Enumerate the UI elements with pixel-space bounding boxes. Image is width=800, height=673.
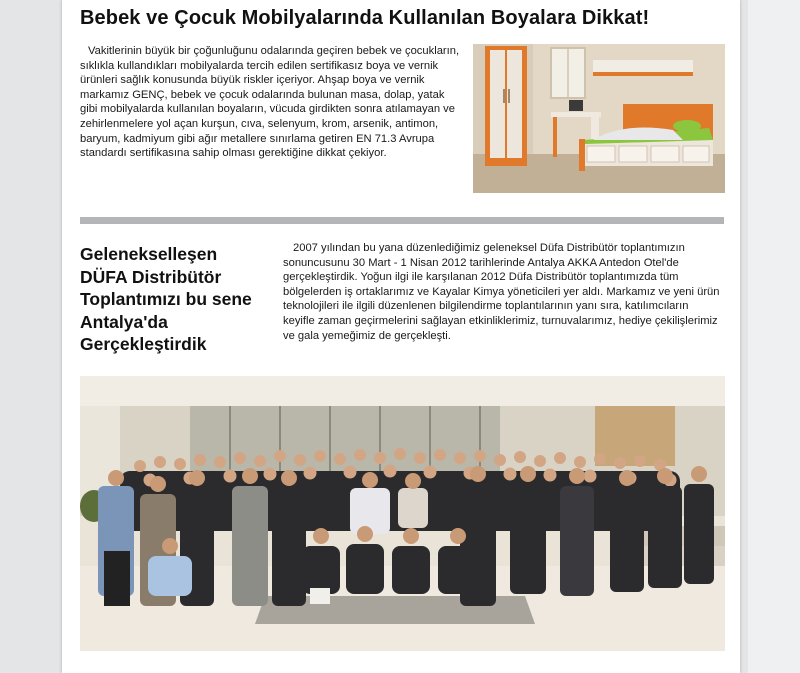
page-gutter-left <box>0 0 62 673</box>
page-gutter-right <box>748 0 800 673</box>
section-divider <box>80 217 724 224</box>
article-title-distributor-meeting: Gelenekselleşen DÜFA Distribütör Toplantımızı bu sene Antalya'da Gerçekleştirdik <box>80 244 252 354</box>
article-body-paints: Vakitlerinin büyük bir çoğunluğunu odalarında geçiren bebek ve çocukların, sıklıkla kullandıkları mobilyalarda tercih edilen sertifikasız boya ve vernik ürünleri sağlık konusunda büyük riskler içeriyor. Ahşap boya ve vernik markamız GENÇ, bebek ve çocuk odalarında bulunan masa, dolap, yatak gibi mobilyalarda kullanılan boyaların, vücuda girdikten sonra atılamayan ve zehirlenmelere yol açan kurşun, cıva, selenyum, krom, arsenik, antimon, baryum, kadmiyum gibi ağır metallere sınırlama getiren EN 71.3 Avrupa standardı sertifikasına sahip olması gerektiğine dikkat çekiyor. <box>80 45 460 160</box>
kids-room-photo <box>473 44 725 193</box>
article-body-distributor-meeting: 2007 yılından bu yana düzenlediğimiz geleneksel Düfa Distribütör toplantımızın sonuncusunu 30 Mart - 1 Nisan 2012 tarihlerinde Antalya AKKA Antedon Otel'de gerçekleştirdik. Yoğun ilgi ile karşılanan 2012 Düfa Distribütör toplantımızda tüm bölgelerden iş ortaklarımız ve Kayalar Kimya yöneticileri yer aldı. Markamız ve yeni ürün teknolojileri ile ilgili düzenlenen bilgilendirme toplantılarının yanı sıra, katılımcıların keyifle zaman geçirmelerini sağlayan etkinliklerimiz, turnuvalarımız, hediye çekilişlerimiz ve gala yemeğimiz de gerçekleşti. <box>283 242 720 342</box>
group-photo <box>80 376 725 651</box>
article-title-paints: Bebek ve Çocuk Mobilyalarında Kullanılan Boyalara Dikkat! <box>80 7 650 29</box>
